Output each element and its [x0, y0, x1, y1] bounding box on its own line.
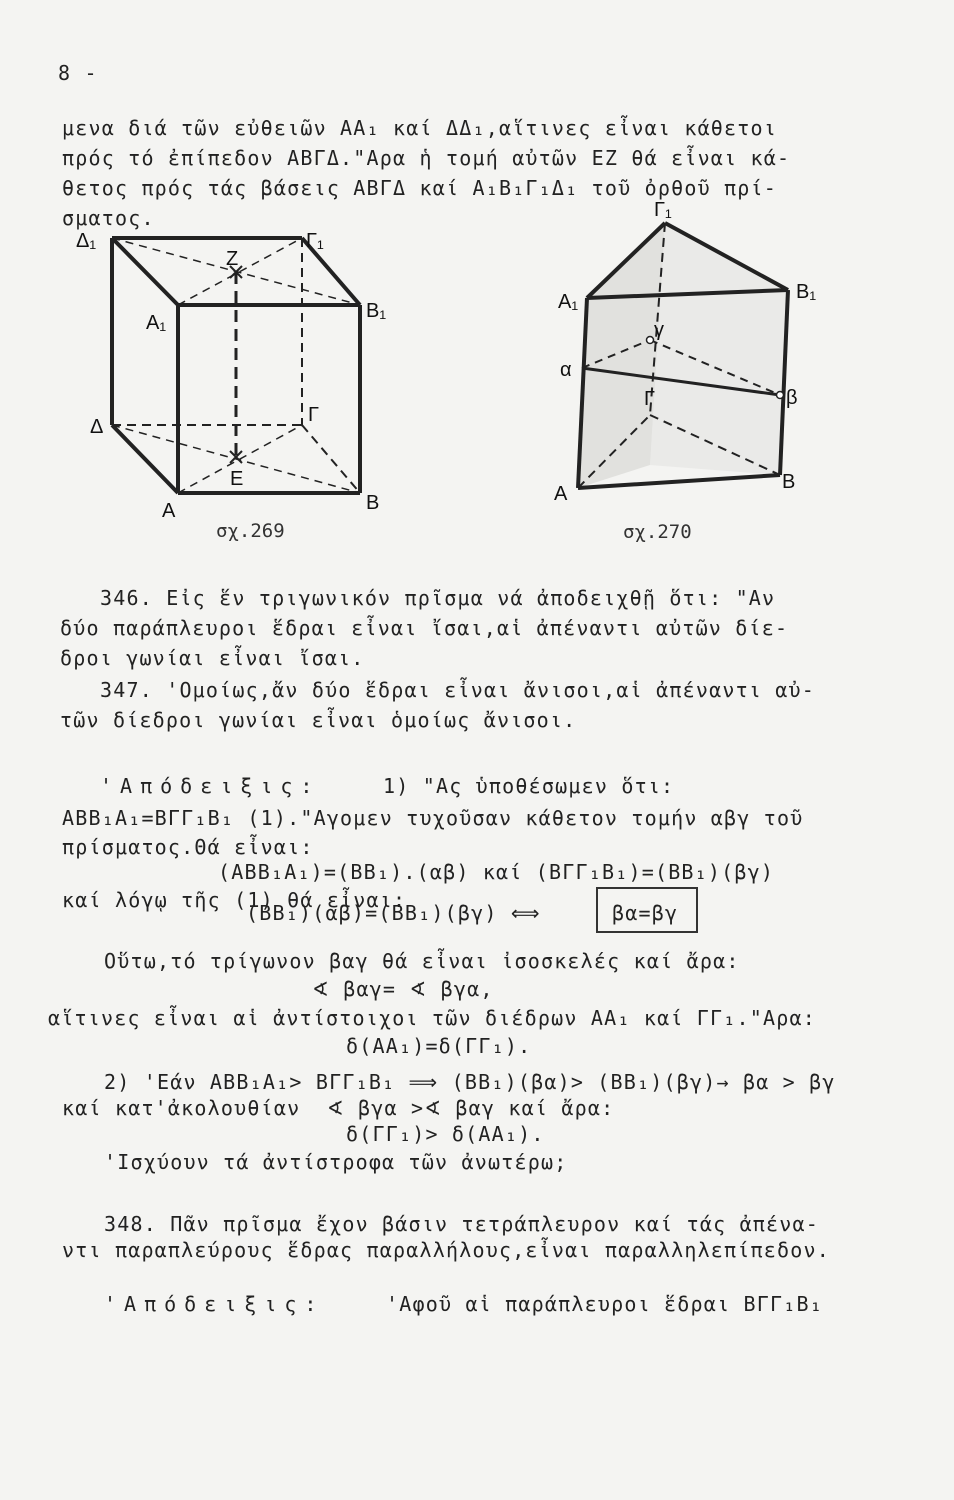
label-a: α — [560, 359, 572, 381]
problem-347: 347. 'Ομοίως,ἄν δύο ἕδραι εἶναι ἄνισοι,αἱ ἀπέναντι αὐ- — [100, 678, 816, 702]
text-line: ΑΒΒ₁Α₁=ΒΓΓ₁Β₁ (1)."Αγομεν τυχοῦσαν κάθετον τομήν αβγ τοῦ — [62, 806, 804, 830]
label-G1: Γ₁ — [654, 199, 672, 221]
caption-269: σχ.269 — [216, 520, 285, 542]
label-b: β — [786, 387, 798, 409]
text-line: ντι παραπλεύρους ἕδρας παραλλήλους,εἶναι παραλληλεπίπεδον. — [62, 1238, 830, 1262]
label-B1: Β₁ — [366, 300, 387, 322]
label-A: Α — [554, 483, 568, 505]
text-line: μενα διά τῶν εὐθειῶν ΑΑ₁ καί ΔΔ₁,αἵτινες εἶναι κάθετοι — [62, 116, 778, 140]
equation: (ΒΒ₁)(αβ)=(ΒΒ₁)(βγ) ⟺ — [246, 901, 541, 925]
diagonal — [178, 238, 302, 305]
equation: (ΑΒΒ₁Α₁)=(ΒΒ₁).(αβ) καί (ΒΓΓ₁Β₁)=(ΒΒ₁)(βγ) — [218, 860, 775, 884]
point-b — [777, 392, 784, 399]
problem-348: 348. Πᾶν πρῖσμα ἔχον βάσιν τετράπλευρον καί τάς ἀπένα- — [104, 1212, 820, 1236]
label-B: Β — [782, 471, 796, 493]
text-line: 'Αφοῦ αἱ παράπλευροι ἕδραι ΒΓΓ₁Β₁ — [386, 1292, 823, 1316]
label-Z: Ζ — [226, 248, 239, 270]
figure-270 — [540, 190, 830, 555]
label-G1: Γ₁ — [306, 230, 324, 252]
label-E: Ε — [230, 468, 244, 490]
text-line: δροι γωνίαι εἶναι ἴσαι. — [60, 646, 365, 670]
label-g: γ — [654, 319, 664, 341]
text-line: θετος πρός τάς βάσεις ΑΒΓΔ καί Α₁Β₁Γ₁Δ₁ τοῦ ὀρθοῦ πρί- — [62, 176, 778, 200]
label-B1: Β₁ — [796, 281, 817, 303]
proof-heading: 'Απόδειξις: — [100, 774, 321, 798]
text-line: 2) 'Εάν ΑΒΒ₁Α₁> ΒΓΓ₁Β₁ ⟹ (ΒΒ₁)(βα)> (ΒΒ₁)(βγ)→ βα > βγ — [104, 1070, 836, 1094]
text-line: πρός τό ἐπίπεδον ΑΒΓΔ."Αρα ἡ τομή αὐτῶν ΕΖ θά εἶναι κά- — [62, 146, 791, 170]
edge — [112, 425, 178, 493]
label-D: Δ — [90, 416, 104, 438]
label-G: Γ — [644, 388, 656, 410]
caption-270: σχ.270 — [623, 521, 692, 543]
text-line: 1) "Ας ὑποθέσωμεν ὅτι: — [383, 774, 675, 798]
text-line: δύο παράπλευροι ἕδραι εἶναι ἴσαι,αἱ ἀπέναντι αὐτῶν δίε- — [60, 616, 789, 640]
label-A1: Α₁ — [146, 312, 167, 334]
label-A1: Α₁ — [558, 291, 579, 313]
text-line: πρίσματος.Θά εἶναι: — [62, 835, 314, 859]
figure-269 — [70, 225, 410, 555]
problem-346: 346. Εἰς ἕν τριγωνικόν πρῖσμα νά ἀποδειχθῇ ὅτι: "Αν — [100, 586, 776, 610]
equation: δ(ΓΓ₁)> δ(ΑΑ₁). — [346, 1122, 545, 1146]
proof-heading: 'Απόδειξις: — [104, 1292, 325, 1316]
text-line: τῶν δίεδροι γωνίαι εἶναι ὁμοίως ἄνισοι. — [60, 708, 577, 732]
text-line: αἵτινες εἶναι αἱ ἀντίστοιχοι τῶν διέδρων ΑΑ₁ καί ΓΓ₁."Αρα: — [48, 1006, 816, 1030]
page-number: 8 - — [58, 61, 98, 85]
label-B: Β — [366, 492, 380, 514]
text-line: σματος. — [62, 206, 155, 230]
text-line: καί κατ'ἀκολουθίαν ∢ βγα >∢ βαγ καί ἄρα: — [62, 1096, 615, 1120]
text-line: καί λόγῳ τῆς (1) θά εἶναι: — [62, 888, 407, 912]
boxed-result-text: βα=βγ — [612, 901, 679, 925]
equation: ∢ βαγ= ∢ βγα, — [312, 977, 494, 1001]
label-G: Γ — [308, 404, 320, 426]
shaded-face — [650, 223, 788, 475]
equation: δ(ΑΑ₁)=δ(ΓΓ₁). — [346, 1034, 532, 1058]
text-line: 'Ισχύουν τά ἀντίστροφα τῶν ἀνωτέρω; — [104, 1150, 568, 1174]
label-A: Α — [162, 500, 176, 522]
edge — [112, 238, 178, 305]
text-line: Οὕτω,τό τρίγωνον βαγ θά εἶναι ἰσοσκελές καί ἄρα: — [104, 949, 740, 973]
label-D1: Δ₁ — [76, 230, 97, 252]
hidden-edge — [302, 425, 360, 493]
point-g — [647, 337, 654, 344]
